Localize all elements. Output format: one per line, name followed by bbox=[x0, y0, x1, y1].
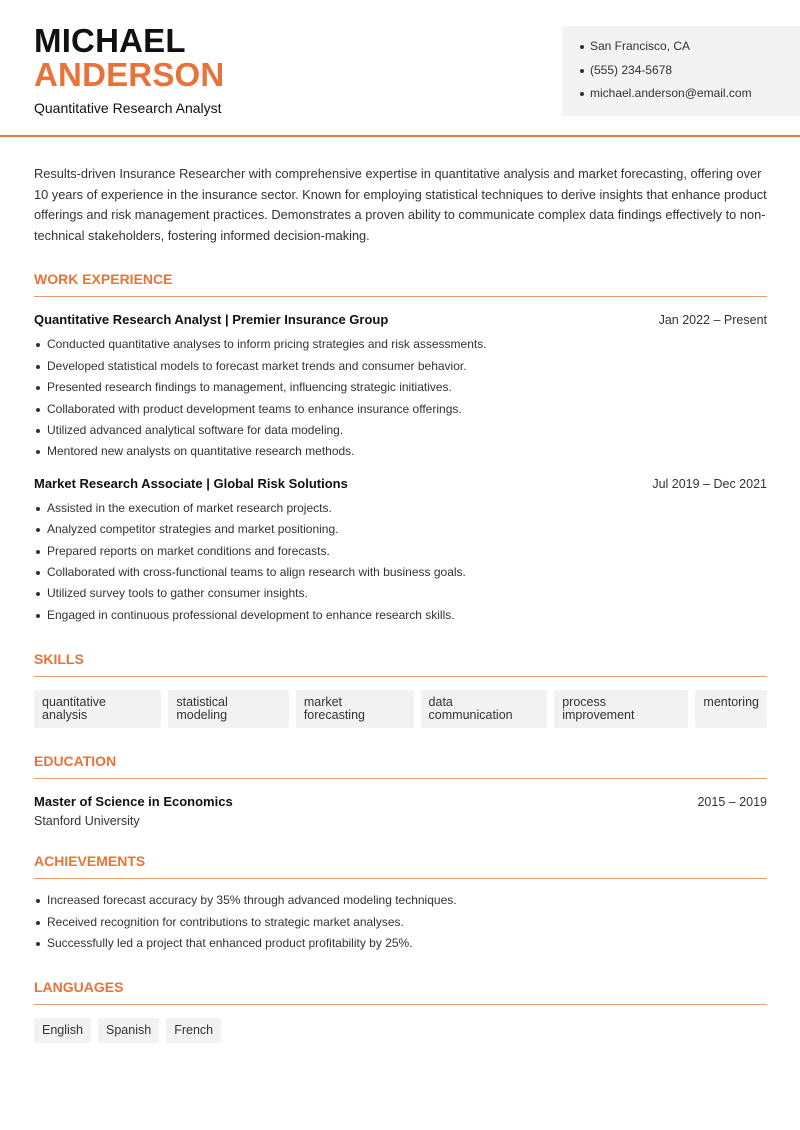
skill-tag: quantitative analysis bbox=[34, 690, 161, 728]
job-bullets bbox=[34, 498, 767, 626]
section-title-work: WORK EXPERIENCE bbox=[34, 271, 767, 297]
languages-list bbox=[34, 1018, 767, 1043]
achievement-item: Received recognition for contributions to strategic market analyses. bbox=[34, 912, 767, 933]
full-name bbox=[34, 24, 224, 92]
achievements-list bbox=[34, 890, 767, 954]
job-bullet: Developed statistical models to forecast market trends and consumer behavior. bbox=[34, 356, 767, 377]
language-tag: Spanish bbox=[98, 1018, 159, 1043]
skill-tag: statistical modeling bbox=[168, 690, 288, 728]
contact-phone: (555) 234-5678 bbox=[580, 62, 800, 86]
job-title: Market Research Associate | Global Risk Solutions bbox=[34, 475, 348, 491]
resume-header bbox=[0, 0, 800, 137]
contact-location: San Francisco, CA bbox=[580, 38, 800, 62]
job-bullet: Assisted in the execution of market research projects. bbox=[34, 498, 767, 519]
skill-tag: mentoring bbox=[695, 690, 767, 728]
job-bullet: Prepared reports on market conditions and forecasts. bbox=[34, 541, 767, 562]
section-title-education: EDUCATION bbox=[34, 753, 767, 779]
job-bullet: Presented research findings to management, influencing strategic initiatives. bbox=[34, 377, 767, 398]
achievement-item: Successfully led a project that enhanced product profitability by 25%. bbox=[34, 933, 767, 954]
education-dates: 2015 – 2019 bbox=[697, 795, 767, 810]
resume-body bbox=[34, 164, 767, 1043]
summary-paragraph: Results-driven Insurance Researcher with comprehensive expertise in quantitative analysis and market forecasting, offering over 10 years of experience in the insurance sector. Known for employing statistical techniques to derive insights that enhance product offerings and risk management practices. Demonstrates a proven ability to communicate complex data findings effectively to non-technical stakeholders, fostering informed decision-making. bbox=[34, 166, 767, 243]
school-name: Stanford University bbox=[34, 814, 140, 829]
contact-box bbox=[562, 26, 800, 116]
last-name: ANDERSON bbox=[34, 56, 225, 93]
section-title-skills: SKILLS bbox=[34, 651, 767, 677]
degree-title: Master of Science in Economics bbox=[34, 794, 233, 810]
job-bullet: Utilized advanced analytical software for data modeling. bbox=[34, 420, 767, 441]
job-bullet: Mentored new analysts on quantitative research methods. bbox=[34, 441, 767, 462]
skill-tag: market forecasting bbox=[296, 690, 414, 728]
job-bullets bbox=[34, 334, 767, 462]
language-tag: English bbox=[34, 1018, 91, 1043]
job-header bbox=[34, 476, 767, 491]
job-bullet: Engaged in continuous professional development to enhance research skills. bbox=[34, 605, 767, 626]
job-bullet: Analyzed competitor strategies and market positioning. bbox=[34, 519, 767, 540]
job-dates: Jul 2019 – Dec 2021 bbox=[652, 476, 767, 491]
section-title-languages: LANGUAGES bbox=[34, 979, 767, 1005]
job-bullet: Collaborated with cross-functional teams to align research with business goals. bbox=[34, 562, 767, 583]
job-header bbox=[34, 312, 767, 327]
job-entry bbox=[34, 312, 767, 462]
job-bullet: Collaborated with product development teams to enhance insurance offerings. bbox=[34, 399, 767, 420]
first-name: MICHAEL bbox=[34, 22, 186, 59]
job-title: Quantitative Research Analyst | Premier Insurance Group bbox=[34, 312, 389, 328]
achievement-item: Increased forecast accuracy by 35% through advanced modeling techniques. bbox=[34, 890, 767, 911]
contact-email[interactable]: michael.anderson@email.com bbox=[580, 85, 800, 109]
job-bullet: Conducted quantitative analyses to inform pricing strategies and risk assessments. bbox=[34, 334, 767, 355]
education-header bbox=[34, 794, 767, 809]
job-bullet: Utilized survey tools to gather consumer insights. bbox=[34, 583, 767, 604]
job-title-heading: Quantitative Research Analyst bbox=[34, 100, 222, 116]
education-entry bbox=[34, 794, 767, 828]
section-title-achievements: ACHIEVEMENTS bbox=[34, 853, 767, 879]
job-entry bbox=[34, 476, 767, 626]
job-dates: Jan 2022 – Present bbox=[658, 313, 767, 328]
skill-tag: process improvement bbox=[554, 690, 688, 728]
skill-tag: data communication bbox=[421, 690, 548, 728]
language-tag: French bbox=[166, 1018, 221, 1043]
skills-list bbox=[34, 690, 767, 728]
